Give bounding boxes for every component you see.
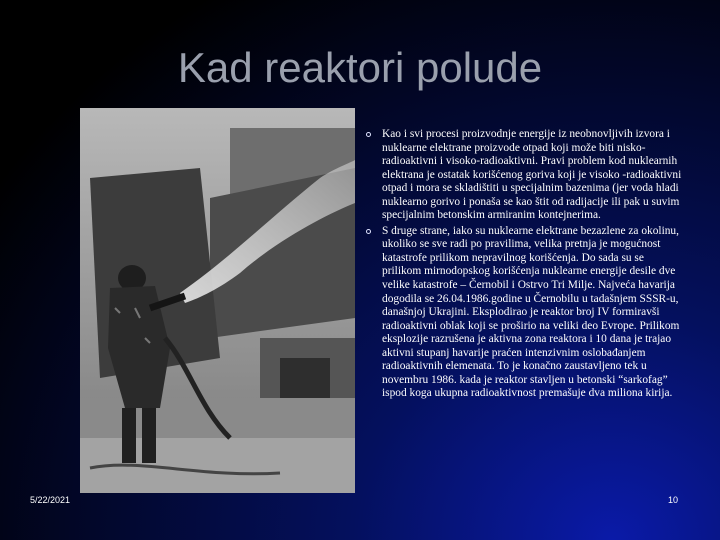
- bullet-item: [364, 128, 684, 223]
- bullet-text: S druge strane, iako su nuklearne elektrane bezazlene za okolinu, ukoliko se sve radi po pravilima, velika pretnja je mogućnost katastrofe prilikom nepravilnog korišćenja. Do sada su se prilikom mirnodopskog korišćenja nuklearne energije desile dve velike katastrofe – Černobil i Ostrvo Tri Milje. Najveća havarija dogodila se 26.04.1986.godine u Černobilu u tadašnjem SSSR-u, današnjoj Ukrajini. Eksplodirao je reaktor broj IV formiravši radioaktivni oblak koji se proširio na veliki deo Evrope. Prilikom eksplozije razrušena je aktivna zona reaktora i 10 dana je trajao aktivni stupanj havarije praćen intenzivnim oslobađanjem radioaktivnih elemenata. To je konačno zaustavljeno tek u novembru 1986. kada je reaktor stavljen u betonski “sarkofag” ispod koga ukupna radioaktivnost premašuje dva miliona kirija.: [382, 224, 680, 400]
- slide-date: 5/22/2021: [30, 495, 71, 505]
- slide-title: Kad reaktori polude: [177, 44, 543, 91]
- bullet-text: Kao i svi procesi proizvodnje energije iz neobnovljivih izvora i nuklearne elektrane proizvode otpad koji može biti nisko-radioaktivni i visoko-radioaktivni. Pravi problem kod nuklearnih elektrana je ostatak korišćenog goriva koji je visoko -radioaktivni otpad i mora se skladištiti u specijalnim bazenima (jer voda hladi nuklearno gorivo i ponaša se kao štit od radijacije ili pak u suvim specijalnim betonskim armiranim kontejnerima.: [382, 128, 682, 222]
- bullet-icon: [366, 229, 371, 234]
- bullet-icon: [366, 132, 371, 137]
- slide-number: 10: [667, 495, 678, 505]
- bullet-item: [364, 225, 684, 401]
- firefighter-photo: [80, 108, 355, 493]
- bullet-list: [364, 128, 684, 403]
